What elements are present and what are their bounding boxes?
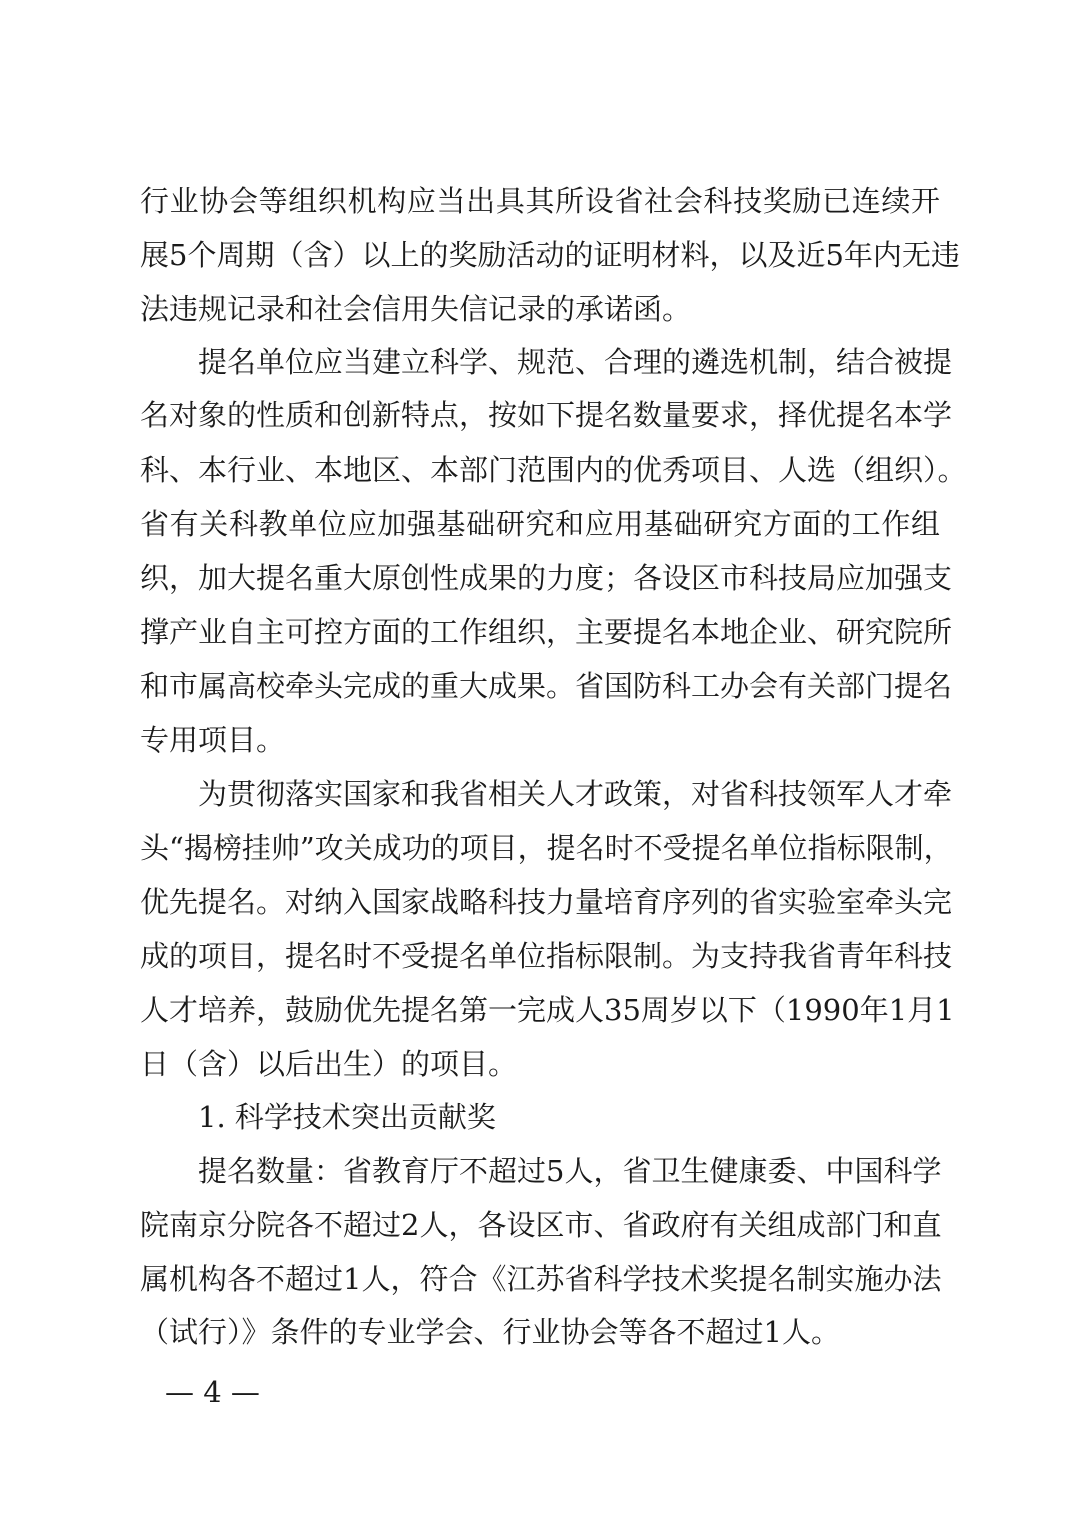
paragraph-line: 行业协会等组织机构应当出具其所设省社会科技奖励已连续开: [140, 184, 940, 218]
paragraph-line: 专用项目。: [140, 723, 286, 757]
paragraph-line: 撑产业自主可控方面的工作组织，主要提名本地企业、研究院所: [140, 615, 953, 649]
paragraph-line: 科、本行业、本地区、本部门范围内的优秀项目、人选（组织）。: [140, 453, 967, 487]
paragraph-line: 优先提名。对纳入国家战略科技力量培育序列的省实验室牵头完: [140, 885, 953, 919]
paragraph-line: 头“揭榜挂帅”攻关成功的项目，提名时不受提名单位指标限制，: [140, 831, 953, 865]
paragraph-line: 人才培养，鼓励优先提名第一完成人35周岁以下（1990年1月1: [140, 993, 955, 1027]
paragraph-line: 院南京分院各不超过2人，各设区市、省政府有关组成部门和直: [140, 1208, 942, 1242]
paragraph-line: 成的项目，提名时不受提名单位指标限制。为支持我省青年科技: [140, 939, 953, 973]
paragraph-line: 法违规记录和社会信用失信记录的承诺函。: [140, 292, 692, 326]
paragraph-line: 日（含）以后出生）的项目。: [140, 1047, 518, 1081]
paragraph-line: 名对象的性质和创新特点，按如下提名数量要求，择优提名本学: [140, 398, 953, 432]
paragraph-line: （试行）》条件的专业学会、行业协会等各不超过1人。: [140, 1315, 840, 1349]
paragraph-line: 提名单位应当建立科学、规范、合理的遴选机制，结合被提: [198, 345, 953, 379]
paragraph-line: 和市属高校牵头完成的重大成果。省国防科工办会有关部门提名: [140, 669, 953, 703]
paragraph-line: 省有关科教单位应加强基础研究和应用基础研究方面的工作组: [140, 507, 940, 541]
page-number: — 4 —: [165, 1375, 260, 1409]
paragraph-line: 展5个周期（含）以上的奖励活动的证明材料，以及近5年内无违: [140, 238, 960, 272]
paragraph-line: 为贯彻落实国家和我省相关人才政策，对省科技领军人才牵: [198, 777, 953, 811]
paragraph-line: 提名数量：省教育厅不超过5人，省卫生健康委、中国科学: [198, 1154, 942, 1188]
paragraph-line: 属机构各不超过1人，符合《江苏省科学技术奖提名制实施办法: [140, 1262, 942, 1296]
section-heading: 1. 科学技术突出贡献奖: [198, 1100, 496, 1134]
paragraph-line: 织，加大提名重大原创性成果的力度；各设区市科技局应加强支: [140, 561, 953, 595]
